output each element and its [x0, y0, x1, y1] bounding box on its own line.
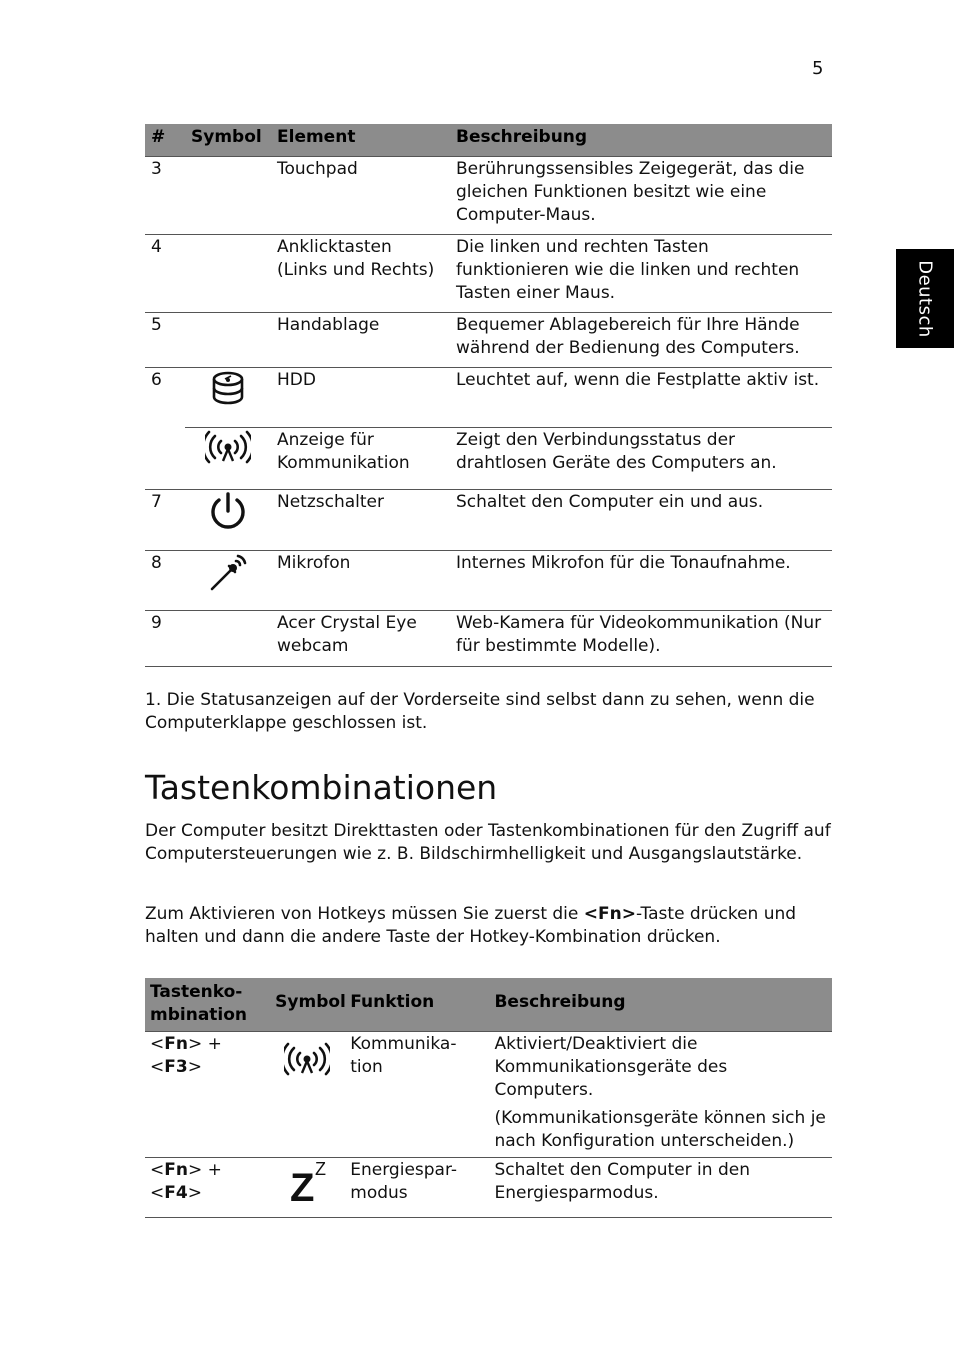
- hdd-icon: [211, 369, 245, 409]
- section-title: Tastenkombinationen: [145, 768, 498, 807]
- row-element: HDD: [271, 367, 450, 427]
- row-symbol: [185, 427, 271, 489]
- sleep-icon: [284, 1159, 330, 1205]
- row-num: 9: [145, 610, 185, 666]
- table-header-row: [145, 978, 832, 1031]
- key-combination: <Fn> + <F3>: [145, 1031, 269, 1157]
- key-f4: F4: [164, 1182, 188, 1203]
- fn-key-label: <Fn>: [583, 904, 636, 924]
- row-description: [488, 1157, 832, 1217]
- table-row: [145, 156, 832, 234]
- intro-paragraph: Der Computer besitzt Direkttasten oder Tastenkombinationen für den Zugriff auf Computersteuerungen wie z. B. Bildschirmhelligkeit und Ausgangslautstärke.: [145, 821, 831, 864]
- row-symbol: [185, 234, 271, 312]
- row-description: Internes Mikrofon für die Tonaufnahme.: [450, 550, 832, 610]
- row-description: [488, 1031, 832, 1157]
- row-description-text: Aktiviert/Deaktiviert die Kommunikationsgeräte des Computers.: [494, 1033, 728, 1100]
- row-description: Schaltet den Computer ein und aus.: [450, 489, 832, 550]
- key-fn: Fn: [164, 1033, 188, 1054]
- row-element: Mikrofon: [271, 550, 450, 610]
- microphone-icon: [207, 552, 249, 594]
- header-symbol: Symbol: [185, 124, 271, 156]
- power-icon: [207, 491, 249, 533]
- table-row: [145, 489, 832, 550]
- row-description: Zeigt den Verbindungsstatus der drahtlosen Geräte des Computers an.: [450, 427, 832, 489]
- row-element: Anzeige für Kommunikation: [271, 427, 450, 489]
- table-row: [145, 367, 832, 427]
- row-element: Anklicktasten (Links und Rechts): [271, 234, 450, 312]
- row-description: Bequemer Ablagebereich für Ihre Hände während der Bedienung des Computers.: [450, 312, 832, 367]
- row-description-text: Schaltet den Computer in den Energiesparmodus.: [494, 1159, 750, 1203]
- row-num: 5: [145, 312, 185, 367]
- table-row: [145, 1031, 832, 1157]
- svg-text:Z: Z: [289, 1165, 315, 1205]
- hotkey-paragraph-after: -Taste drücken und halten und dann die andere Taste der Hotkey-Kombination drücken.: [145, 904, 797, 947]
- row-symbol: [185, 610, 271, 666]
- key-f3: F3: [164, 1056, 188, 1077]
- row-function: Energiespar-modus: [344, 1157, 488, 1217]
- header-num: #: [145, 124, 185, 156]
- row-element: Netzschalter: [271, 489, 450, 550]
- table-row: [145, 312, 832, 367]
- row-description: Die linken und rechten Tasten funktionieren wie die linken und rechten Tasten einer Maus.: [450, 234, 832, 312]
- row-element: Handablage: [271, 312, 450, 367]
- footnote: 1. Die Statusanzeigen auf der Vorderseite sind selbst dann zu sehen, wenn die Computerklappe geschlossen ist.: [145, 690, 815, 733]
- components-table: [145, 124, 832, 667]
- hotkey-paragraph: [145, 903, 835, 949]
- row-element: Touchpad: [271, 156, 450, 234]
- row-num: 4: [145, 234, 185, 312]
- header-description: Beschreibung: [450, 124, 832, 156]
- row-num: 6: [151, 369, 162, 390]
- language-tab-label: Deutsch: [914, 259, 936, 338]
- table-row: [145, 427, 832, 489]
- row-symbol: [185, 156, 271, 234]
- row-description-note: (Kommunikationsgeräte können sich je nach Konfiguration unterscheiden.): [494, 1107, 826, 1151]
- row-num: 7: [145, 489, 185, 550]
- row-symbol: [185, 489, 271, 550]
- key-combination: <Fn> + <F4>: [145, 1157, 269, 1217]
- table-row: [145, 550, 832, 610]
- header-element: Element: [271, 124, 450, 156]
- hotkey-table: [145, 978, 832, 1218]
- language-tab: [896, 249, 954, 348]
- row-symbol: [185, 367, 271, 427]
- table-row: [145, 234, 832, 312]
- table-header-row: [145, 124, 832, 156]
- table-row: [145, 1157, 832, 1217]
- wireless-icon: [284, 1041, 330, 1077]
- table-row: [145, 610, 832, 666]
- header-description: Beschreibung: [488, 978, 832, 1031]
- header-function: Funktion: [344, 978, 488, 1031]
- header-combination: Tastenko-mbination: [145, 978, 269, 1031]
- row-description: Web-Kamera für Videokommunikation (Nur für bestimmte Modelle).: [450, 610, 832, 666]
- row-num: 3: [145, 156, 185, 234]
- page-number: 5: [812, 58, 824, 79]
- row-description: Berührungssensibles Zeigegerät, das die gleichen Funktionen besitzt wie eine Computer-Maus.: [450, 156, 832, 234]
- row-symbol: [269, 1157, 344, 1217]
- row-element: Acer Crystal Eye webcam: [271, 610, 450, 666]
- row-description: Leuchtet auf, wenn die Festplatte aktiv ist.: [450, 367, 832, 427]
- row-symbol: [185, 312, 271, 367]
- row-num: 8: [145, 550, 185, 610]
- row-symbol: [269, 1031, 344, 1157]
- hotkey-paragraph-before: Zum Aktivieren von Hotkeys müssen Sie zuerst die: [145, 904, 584, 924]
- row-function: Kommunika-tion: [344, 1031, 488, 1157]
- key-fn: Fn: [164, 1159, 188, 1180]
- svg-text:Z: Z: [314, 1158, 326, 1179]
- wireless-icon: [205, 429, 251, 465]
- row-num: [145, 427, 185, 489]
- row-symbol: [185, 550, 271, 610]
- header-symbol: Symbol: [269, 978, 344, 1031]
